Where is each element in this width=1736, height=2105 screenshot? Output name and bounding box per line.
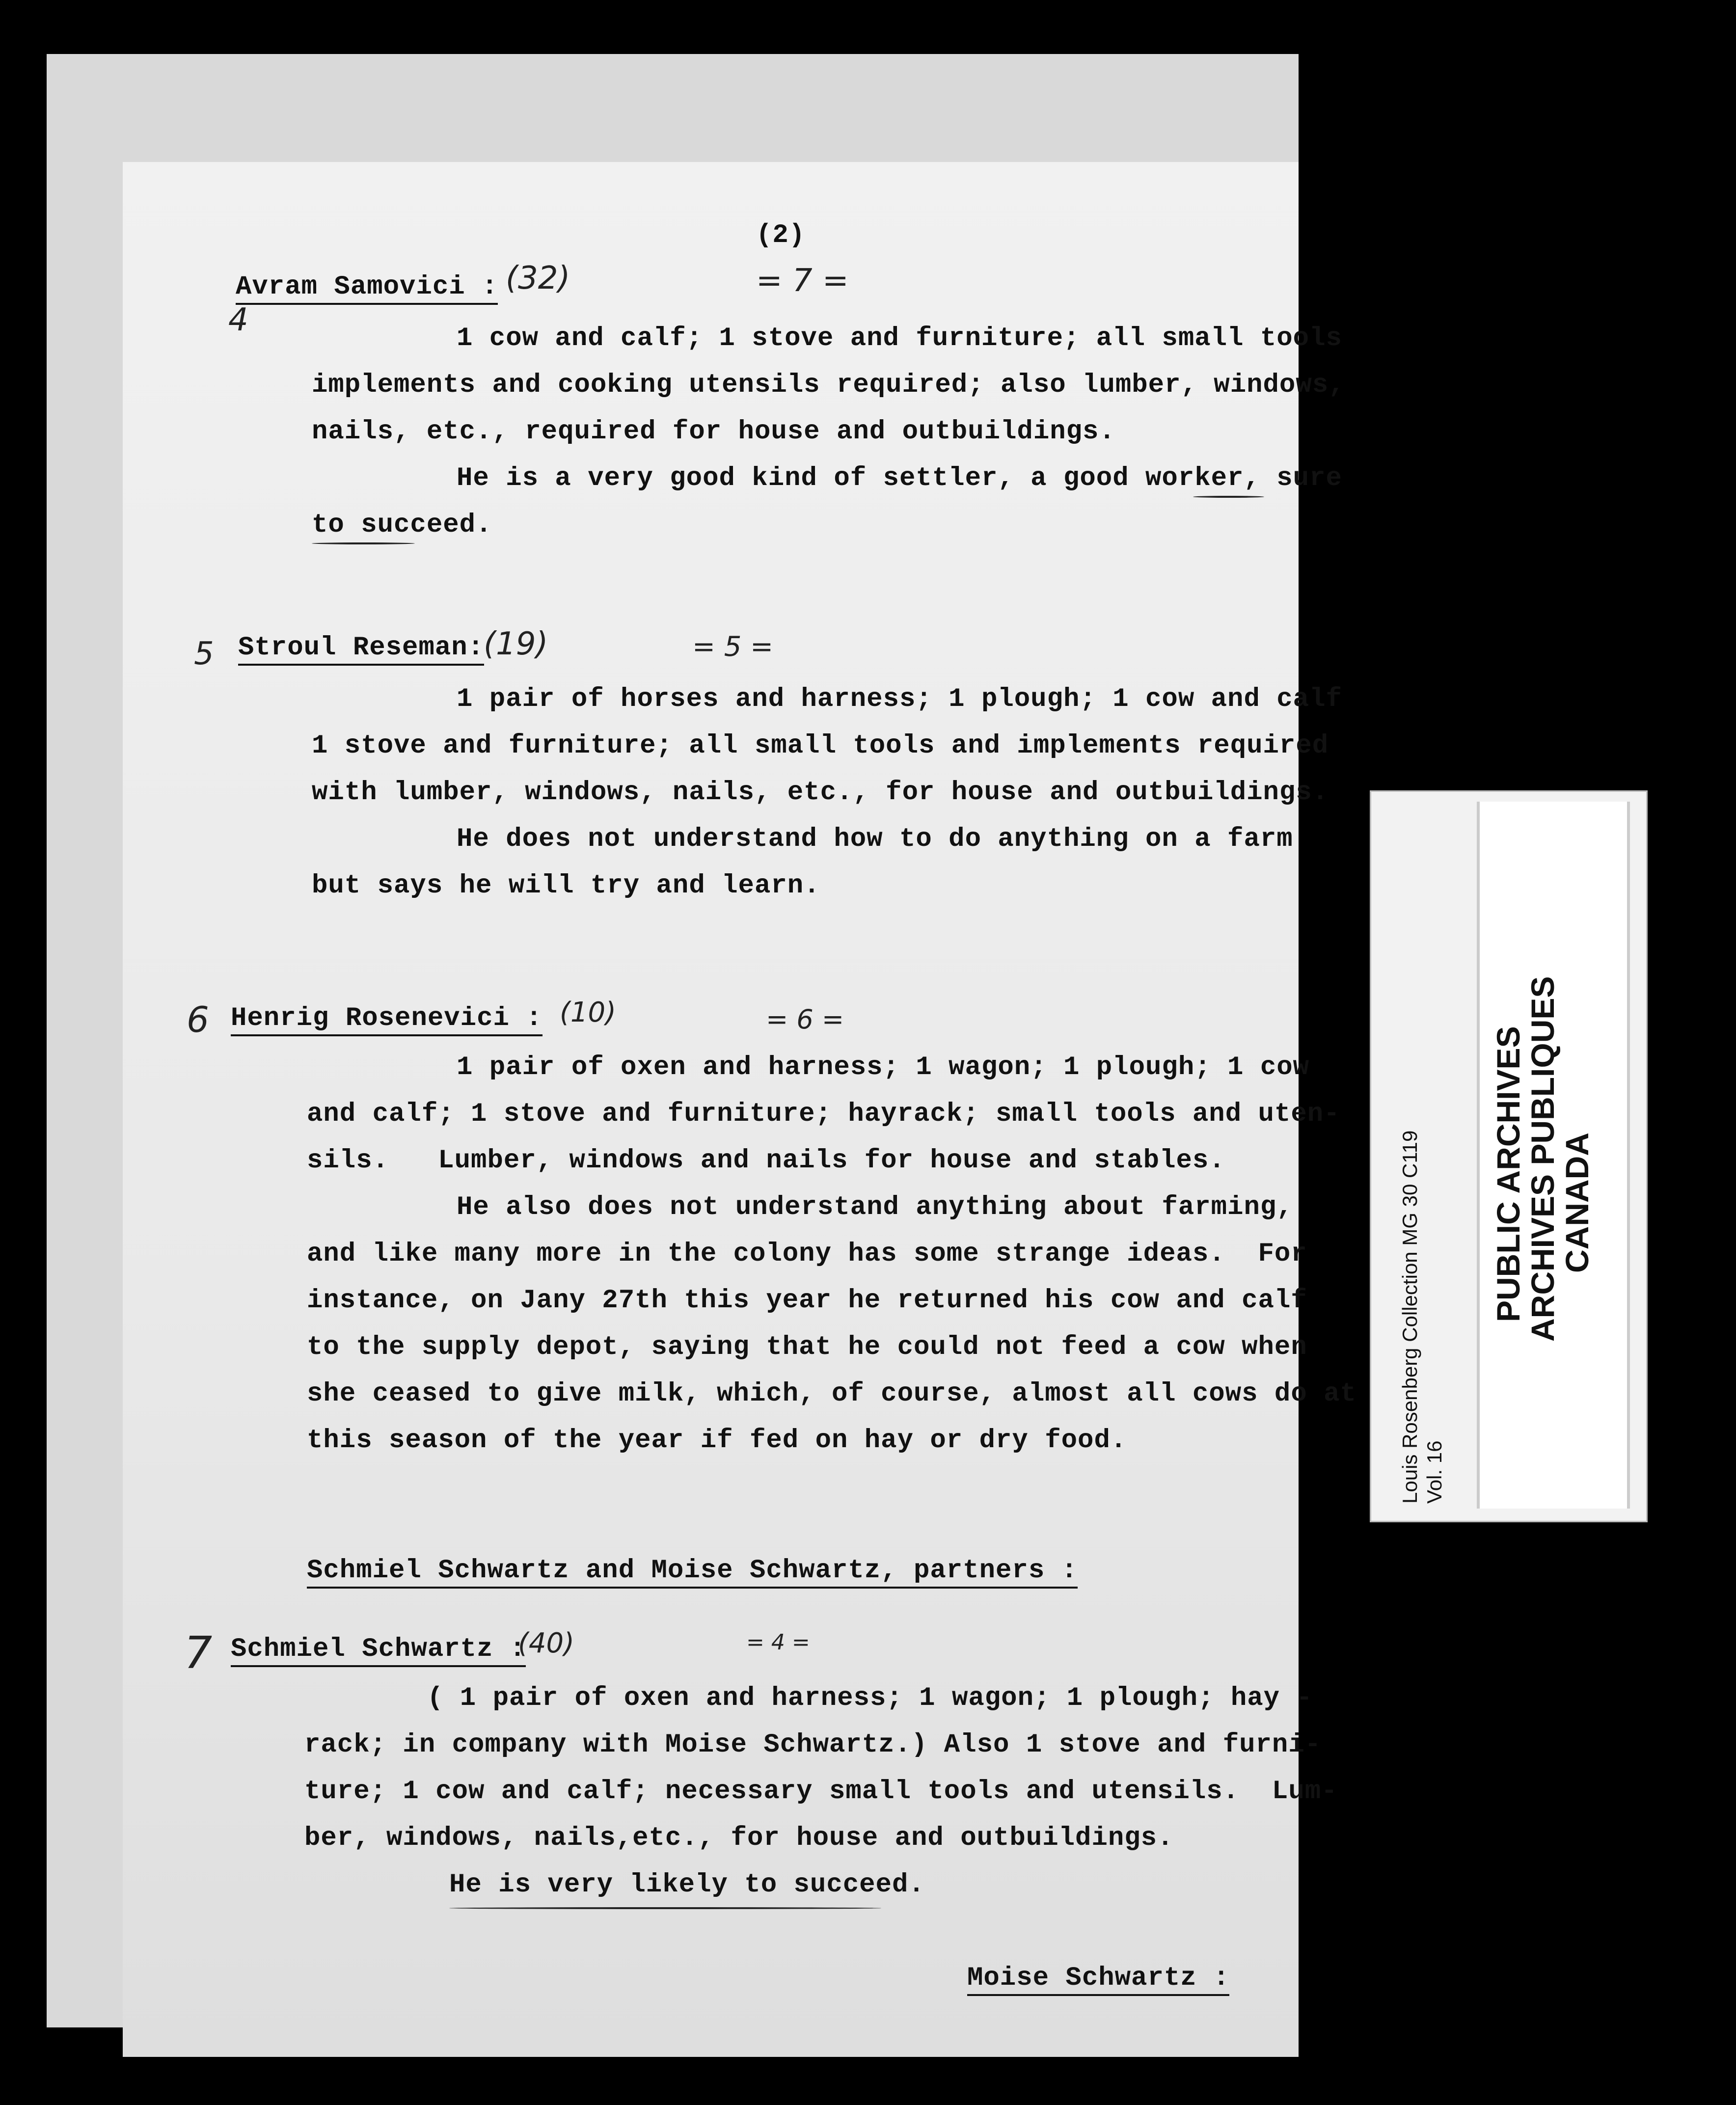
text-line: ber, windows, nails,etc., for house and outbuildings. (304, 1823, 1174, 1853)
bracket-note-19: (19) (484, 626, 548, 662)
text-line: He does not understand how to do anything on a farm (457, 824, 1293, 854)
entry-name-samovici: Avram Samovici : (236, 272, 498, 305)
text-line: He is a very good kind of settler, a good worker, sure (457, 463, 1342, 493)
text-line: He is very likely to succeed. (449, 1870, 925, 1900)
volume-text: Vol. 16 (1423, 1440, 1446, 1504)
text-line: 1 stove and furniture; all small tools and implements required (312, 731, 1329, 761)
text-line: she ceased to give milk, which, of course, almost all cows do at (307, 1379, 1356, 1409)
text-line: nails, etc., required for house and outbuildings. (312, 417, 1115, 447)
stamp-line-1: PUBLIC ARCHIVES (1490, 1026, 1526, 1322)
archive-label-card (1370, 790, 1648, 1522)
text-line: ture; 1 cow and calf; necessary small tools and utensils. Lum- (304, 1777, 1338, 1807)
stamp-line-3: CANADA (1559, 1133, 1595, 1273)
entry-name-rosenevici: Henrig Rosenevici : (231, 1004, 542, 1036)
equals-note-4: = 4 = (746, 1630, 810, 1655)
text-line: and calf; 1 stove and furniture; hayrack; small tools and uten- (307, 1099, 1340, 1129)
bracket-note-32: (32) (506, 260, 570, 297)
stamp-line-2: ARCHIVES PUBLIQUES (1524, 976, 1561, 1342)
text-line: but says he will try and learn. (312, 871, 820, 901)
moise-heading: Moise Schwartz : (967, 1964, 1229, 1996)
handwritten-underline (1193, 496, 1264, 498)
text-line: ( 1 pair of oxen and harness; 1 wagon; 1 plough; hay - (427, 1683, 1313, 1713)
page-number: (2) (756, 220, 806, 250)
text-line: 1 pair of oxen and harness; 1 wagon; 1 plough; 1 cow (457, 1052, 1310, 1082)
collection-text: Louis Rosenberg Collection MG 30 C119 (1398, 1130, 1421, 1504)
document-page (123, 162, 1356, 2057)
entry-name-schmiel: Schmiel Schwartz : (231, 1635, 526, 1667)
text-line: 1 pair of horses and harness; 1 plough; 1 cow and calf (457, 684, 1342, 714)
side-number-4: 4 (228, 302, 248, 338)
text-line: to the supply depot, saying that he could not feed a cow when (307, 1332, 1307, 1362)
text-line: this season of the year if fed on hay or dry food. (307, 1426, 1127, 1456)
text-line: with lumber, windows, nails, etc., for house and outbuildings. (312, 778, 1329, 808)
partners-heading: Schmiel Schwartz and Moise Schwartz, partners : (307, 1556, 1078, 1589)
handwritten-underline (449, 1907, 881, 1909)
text-line: 1 cow and calf; 1 stove and furniture; all small tools (457, 324, 1342, 353)
equals-note-6: = 6 = (766, 1004, 844, 1035)
handwritten-underline (312, 542, 415, 544)
text-line: sils. Lumber, windows and nails for house and stables. (307, 1146, 1225, 1176)
side-number-6: 6 (187, 999, 209, 1040)
text-line: He also does not understand anything about farming, (457, 1192, 1293, 1222)
entry-name-reseman: Stroul Reseman: (238, 633, 484, 666)
text-line: instance, on Jany 27th this year he returned his cow and calf (307, 1286, 1307, 1316)
text-line: and like many more in the colony has some strange ideas. For (307, 1239, 1307, 1269)
text-line: implements and cooking utensils required; also lumber, windows, (312, 370, 1345, 400)
text-line: to succeed. (312, 510, 492, 540)
bracket-note-40: (40) (518, 1627, 574, 1659)
bracket-note-10: (10) (560, 997, 616, 1028)
side-number-5: 5 (194, 636, 214, 672)
side-number-7: 7 (184, 1627, 213, 1679)
equals-note-5: = 5 = (692, 631, 774, 663)
equals-note-7: = 7 = (756, 263, 849, 299)
text-line: rack; in company with Moise Schwartz.) Also 1 stove and furni- (304, 1730, 1322, 1760)
archive-stamp-strip (1477, 802, 1630, 1509)
